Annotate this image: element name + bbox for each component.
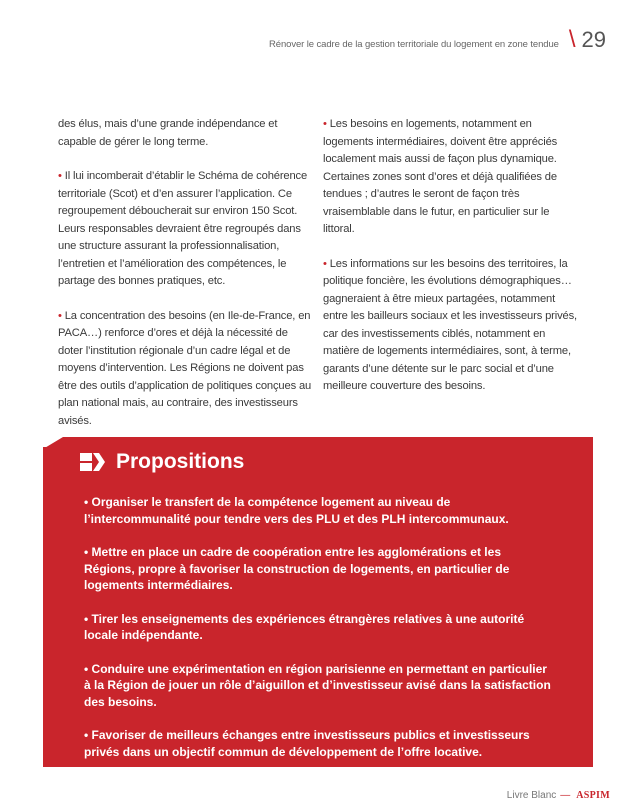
propositions-header	[80, 450, 244, 474]
bullet-marker: •	[58, 170, 62, 182]
proposition-item: • Mettre en place un cadre de coopération entre les agglomérations et les Régions, propre à favoriser la construction de logements, en particulier de logements intermédiaires.	[84, 545, 510, 592]
page-number: 29	[581, 27, 606, 52]
paragraph-text: Il lui incomberait d’établir le Schéma de cohérence territoriale (Scot) et d’en assurer l’application. Ce regroupement déboucherait sur environ 150 Scot. Leurs responsables devraient être regroupés dans une structure assurant la professionnalisation, l’entretien et l’amélioration des compétences, le partage des bonnes pratiques, etc.	[58, 170, 308, 287]
running-title: Rénover le cadre de la gestion territoriale du logement en zone tendue	[269, 38, 559, 50]
bullet-marker: •	[323, 118, 327, 130]
proposition-item: • Favoriser de meilleurs échanges entre investisseurs publics et investisseurs privés dans un objectif commun de développement de l’offre locative.	[84, 728, 530, 759]
paragraph-text: La concentration des besoins (en Ile-de-France, en PACA…) renforce d’ores et déjà la nécessité de doter l’institution régionale d’un cadre légal et de moyens d’intervention. Les Régions ne doivent pas être des outils d’application de politiques conçues au plan national mais, au contraire, des investisseurs avisés.	[58, 309, 312, 427]
aspim-logo: ASPIM	[576, 790, 610, 801]
paragraph	[58, 116, 313, 151]
proposition-item: • Organiser le transfert de la compétence logement au niveau de l’intercommunalité pour tendre vers des PLU et des PLH intercommunaux.	[84, 495, 509, 526]
propositions-list	[84, 494, 554, 777]
paragraph-text: des élus, mais d’une grande indépendance et capable de gérer le long terme.	[58, 118, 278, 148]
paragraph	[58, 168, 313, 291]
page-header	[269, 28, 606, 52]
paragraph	[323, 116, 578, 239]
paragraph-text: Les besoins en logements, notamment en logements intermédiaires, doivent être appréciés localement mais aussi de façon plus dynamique. Certaines zones sont d’ores et déjà qualifiées de tendues ; d’autres le seront de façon très vraisemblable dans le futur, en particulier sur le littoral.	[323, 118, 558, 235]
right-column	[323, 116, 578, 447]
proposition-item: • Conduire une expérimentation en région parisienne en permettant en particulier à la Région de jouer un rôle d’aiguillon et d’investisseur avisé dans la satisfaction des besoins.	[84, 661, 551, 709]
footer-label: Livre Blanc	[506, 790, 557, 801]
proposition-item: • Tirer les enseignements des expériences étrangères relatives à une autorité locale indépendante.	[84, 611, 525, 642]
logo-dash: —	[560, 790, 571, 801]
page-footer	[507, 790, 610, 801]
bullet-marker: •	[58, 309, 62, 322]
body-columns	[58, 116, 578, 447]
paragraph-text: Les informations sur les besoins des territoires, la politique foncière, les évolutions démographiques… gagneraient à être mieux partagées, notamment entre les bailleurs sociaux et les investisseurs privés, car des investissements ciblés, notamment en matière de logements intermédiaires, sont, à terme, garants d’une détente sur le parc social et d’une meilleure couverture des besoins.	[323, 257, 577, 392]
paragraph	[58, 308, 313, 431]
propositions-icon	[80, 451, 106, 473]
bullet-marker: •	[323, 257, 327, 270]
left-column	[58, 116, 313, 447]
propositions-title: Propositions	[116, 450, 245, 473]
header-separator: \	[568, 26, 576, 53]
paragraph	[323, 256, 578, 396]
